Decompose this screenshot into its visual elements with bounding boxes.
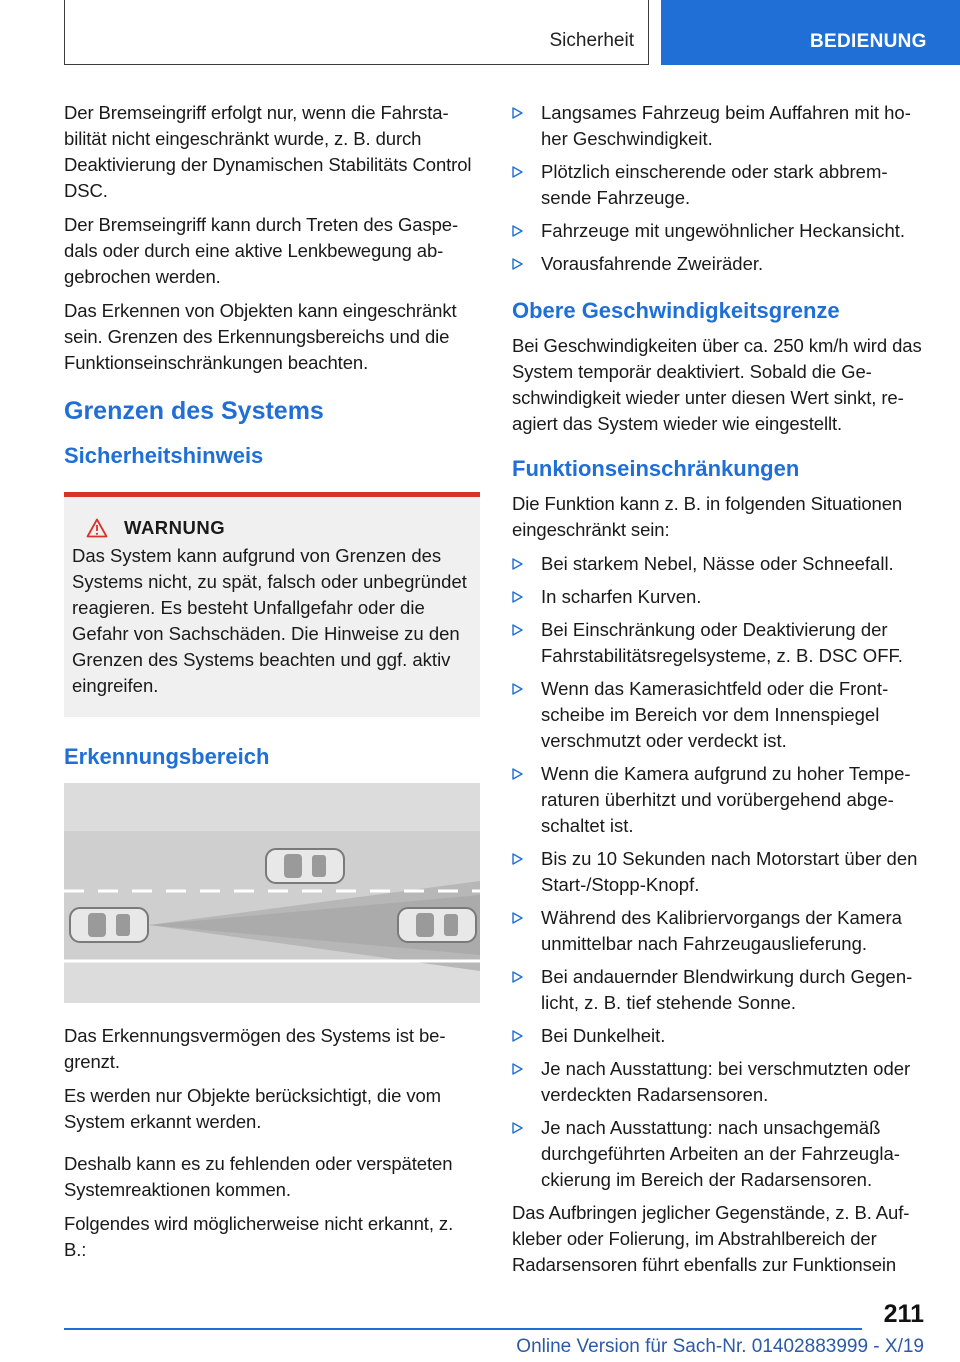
triangle-bullet-icon [512,591,523,603]
list-item [512,551,928,577]
list-item-text: Wenn das Kamerasichtfeld oder die Frontscheibe im Bereich vor dem Innenspiegel verschmutzt oder verdeckt ist. [541,678,889,751]
header-chapter-tab [661,0,960,65]
triangle-bullet-icon [512,624,523,636]
triangle-bullet-icon [512,225,523,237]
paragraph: Der Bremseingriff erfolgt nur, wenn die Fahrstabilität nicht eingeschränkt wurde, z. B. durch Deaktivierung der Dynamischen Stabilitäts Control DSC. [64,102,472,201]
left-column [64,100,480,1271]
list-item-text: Während des Kalibriervorgangs der Kamera unmittelbar nach Fahrzeugauslieferung. [541,907,902,954]
bullet-list [512,551,928,1193]
triangle-bullet-icon [512,971,523,983]
list-item [512,251,928,277]
list-item [512,846,928,898]
triangle-bullet-icon [512,1063,523,1075]
list-item-text: Fahrzeuge mit ungewöhnlicher Heckansicht. [541,220,906,241]
right-column [512,100,928,1286]
list-item [512,100,928,152]
detection-range-illustration [64,783,480,1003]
triangle-bullet-icon [512,258,523,270]
paragraph: Deshalb kann es zu fehlenden oder verspäteten Systemreaktionen kommen. [64,1153,453,1200]
heading-obere-geschwindigkeitsgrenze: Obere Geschwindigkeitsgrenze [512,298,840,323]
paragraph: Das Erkennungsvermögen des Systems ist begrenzt. [64,1025,446,1072]
list-item-text: Bei Dunkelheit. [541,1025,666,1046]
heading-sicherheitshinweis: Sicherheitshinweis [64,443,264,468]
list-item-text: Bei andauernder Blendwirkung durch Gegenlicht, z. B. tief stehende Sonne. [541,966,913,1013]
detection-range-diagram [64,783,480,1003]
warning-triangle-icon [86,518,108,538]
list-item-text: Vorausfahrende Zweiräder. [541,253,764,274]
paragraph: Der Bremseingriff kann durch Treten des Gaspedals oder durch eine aktive Lenkbewegung abgebrochen werden. [64,214,459,287]
triangle-bullet-icon [512,683,523,695]
list-item-text: Plötzlich einscherende oder stark abbremsende Fahrzeuge. [541,161,888,208]
paragraph: Die Funktion kann z. B. in folgenden Situationen eingeschränkt sein: [512,493,903,540]
own-car-icon [70,908,148,942]
list-item [512,964,928,1016]
list-item [512,676,928,754]
triangle-bullet-icon [512,768,523,780]
list-item-text: Bei Einschränkung oder Deaktivierung der Fahrstabilitätsregelsysteme, z. B. DSC OFF. [541,619,903,666]
triangle-bullet-icon [512,1030,523,1042]
list-item-text: Bis zu 10 Sekunden nach Motorstart über den Start-/Stopp-Knopf. [541,848,918,895]
heading-funktionseinschraenkungen: Funktionseinschränkungen [512,456,800,481]
warning-title: WARNUNG [124,517,226,538]
bullet-list [512,100,928,277]
list-item [512,1115,928,1193]
paragraph: Das Aufbringen jeglicher Gegenstände, z. B. Aufkleber oder Folierung, im Abstrahlbereich der Radarsensoren führt ebenfalls zur Funktionsein [512,1202,910,1275]
triangle-bullet-icon [512,853,523,865]
page-number: 211 [883,1300,924,1328]
list-item [512,761,928,839]
triangle-bullet-icon [512,912,523,924]
list-item [512,905,928,957]
list-item-text: Je nach Ausstattung: bei verschmutzten oder verdeckten Radarsensoren. [541,1058,911,1105]
header-chapter-label: BEDIENUNG [810,31,927,52]
list-item [512,617,928,669]
warning-text: Das System kann aufgrund von Grenzen des Systems nicht, zu spät, falsch oder unbegründet reagieren. Es besteht Unfallgefahr oder die Gefahr von Sachschäden. Die Hinweise zu den Grenzen des Systems beachten und ggf. aktiv eingreifen. [72,545,467,696]
list-item [512,1056,928,1108]
list-item-text: Bei starkem Nebel, Nässe oder Schneefall. [541,553,894,574]
paragraph: Bei Geschwindigkeiten über ca. 250 km/h wird das System temporär deaktiviert. Sobald die Geschwindigkeit wieder unter diesen Wert sinkt, reagiert das System wieder wie eingestellt. [512,335,922,434]
list-item-text: Je nach Ausstattung: nach unsachgemäß durchgeführten Arbeiten an der Fahrzeuglackierung im Bereich der Radarsensoren. [541,1117,900,1190]
heading-grenzen: Grenzen des Systems [64,397,324,425]
footer-version-text: Online Version für Sach-Nr. 01402883999 - X/19 [516,1336,924,1357]
triangle-bullet-icon [512,107,523,119]
heading-erkennungsbereich: Erkennungsbereich [64,744,270,769]
paragraph: Folgendes wird möglicherweise nicht erkannt, z. B.: [64,1213,454,1260]
list-item-text: Langsames Fahrzeug beim Auffahren mit hoher Geschwindigkeit. [541,102,911,149]
triangle-bullet-icon [512,558,523,570]
list-item [512,584,928,610]
list-item [512,218,928,244]
list-item [512,159,928,211]
warning-box [64,492,480,717]
triangle-bullet-icon [512,166,523,178]
paragraph: Es werden nur Objekte berücksichtigt, die vom System erkannt werden. [64,1085,441,1132]
list-item-text: Wenn die Kamera aufgrund zu hoher Temperaturen überhitzt und vorübergehend abgeschaltet ist. [541,763,911,836]
header-section-label: Sicherheit [549,30,634,51]
list-item [512,1023,928,1049]
header-section-box [64,0,649,65]
paragraph: Das Erkennen von Objekten kann eingeschränkt sein. Grenzen des Erkennungsbereichs und die Funktionseinschränkungen beachten. [64,300,457,373]
list-item-text: In scharfen Kurven. [541,586,702,607]
vehicle-ahead-icon [398,908,476,942]
footer-divider [64,1328,862,1330]
triangle-bullet-icon [512,1122,523,1134]
vehicle-other-lane-icon [266,849,344,883]
